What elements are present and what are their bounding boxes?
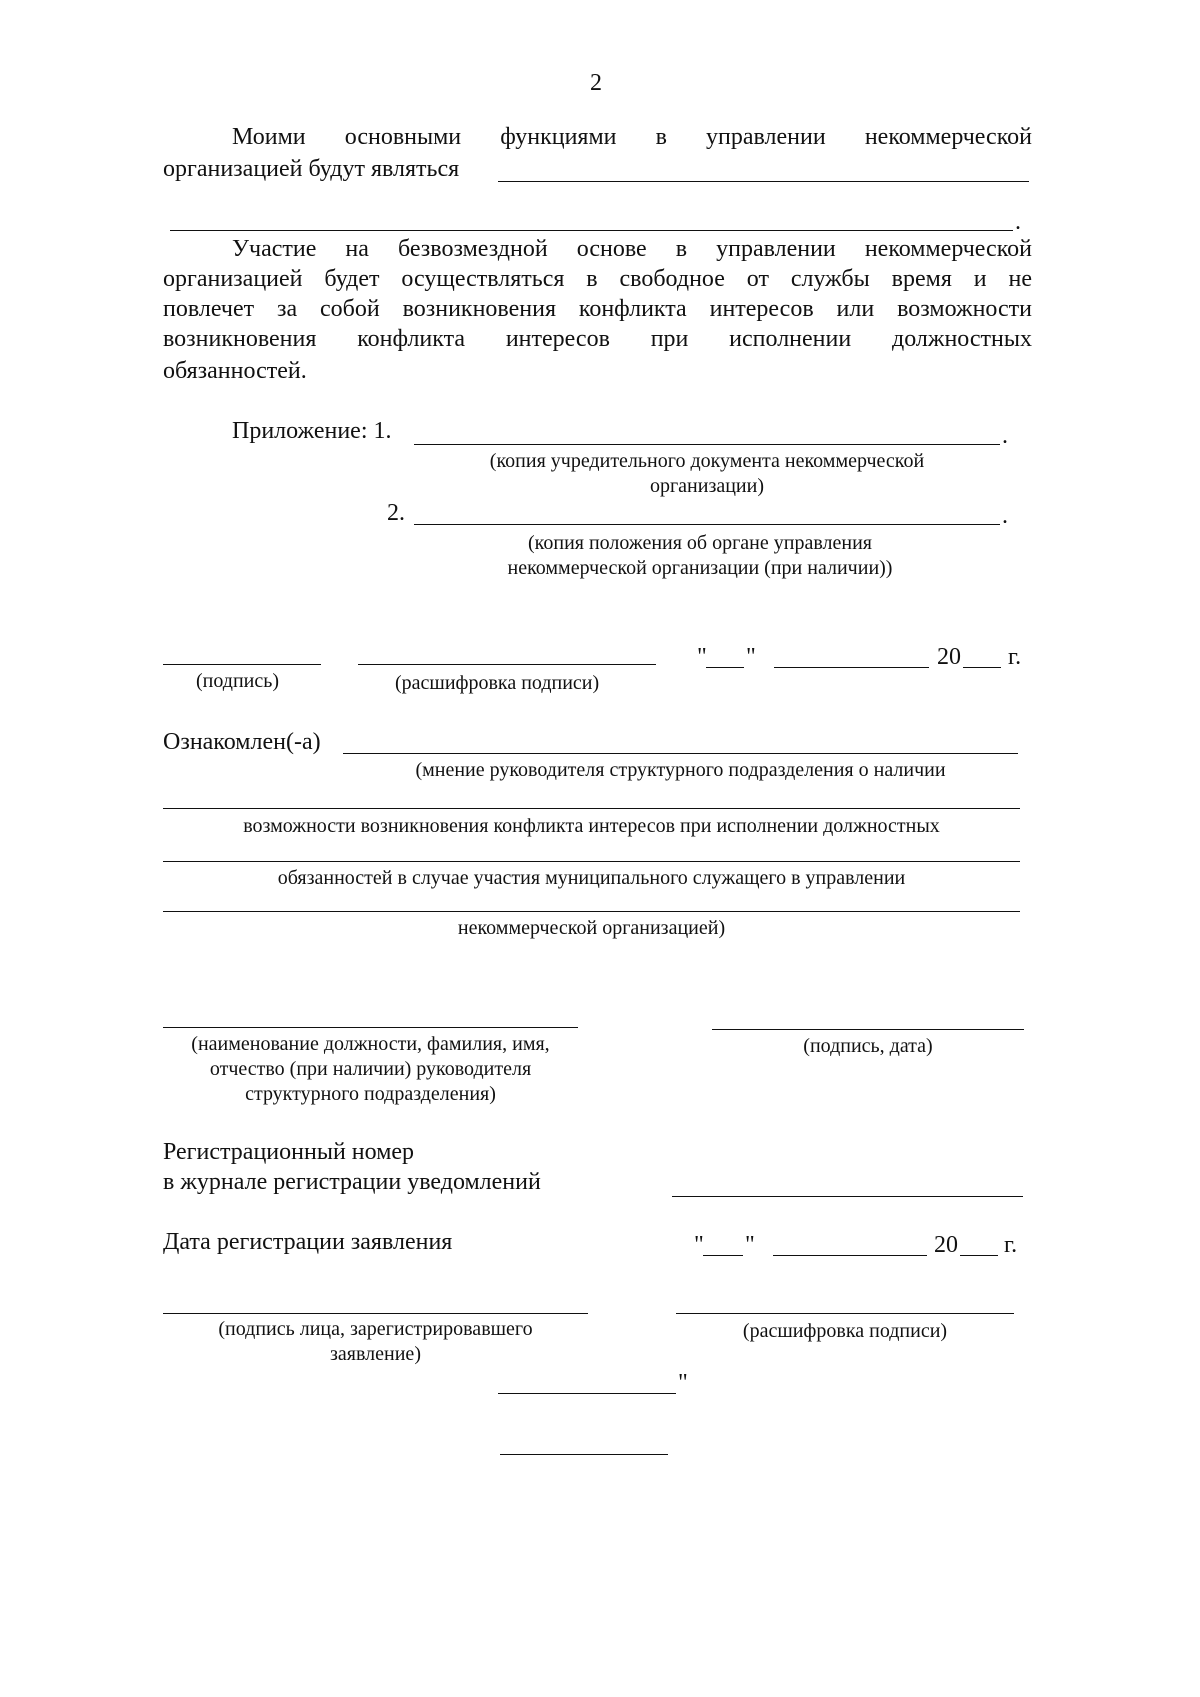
registration-number-line1: Регистрационный номер (163, 1139, 415, 1165)
closing-line-2 (500, 1454, 668, 1455)
acknowledged-label: Ознакомлен(-а) (163, 729, 321, 755)
date-year-prefix: 20 (937, 644, 961, 670)
registrar-signature-line (163, 1313, 588, 1314)
acknowledged-line-4 (163, 911, 1020, 912)
attachment-2-dot: . (1002, 503, 1008, 529)
attachment-1-caption-line2: организации) (649, 475, 765, 497)
head-position-caption-line1: (наименование должности, фамилия, имя, (191, 1033, 550, 1055)
participation-line2: организацией будет осуществляться в свободное от службы время и не (163, 266, 1032, 292)
head-position-line (163, 1027, 578, 1028)
acknowledged-line-3 (163, 861, 1020, 862)
signature-decoding-caption: (расшифровка подписи) (395, 672, 600, 694)
acknowledged-line-1 (343, 753, 1018, 754)
registrar-decoding-line (676, 1313, 1014, 1314)
attachment-1-blank (414, 444, 1000, 445)
functions-paragraph-line1: Моими основными функциями в управлении некоммерческой (232, 124, 1032, 150)
head-sign-date-line (712, 1029, 1024, 1030)
registrar-caption-line2: заявление) (330, 1343, 421, 1365)
closing-line-1 (498, 1393, 676, 1394)
participation-line1: Участие на безвозмездной основе в управлении некоммерческой (232, 236, 1032, 262)
closing-quote: " (678, 1370, 688, 1396)
functions-blank-line-2 (170, 230, 1013, 231)
attachment-2-caption-line1: (копия положения об органе управления (528, 532, 872, 554)
participation-line3: повлечет за собой возникновения конфликта интересов или возможности (163, 296, 1032, 322)
functions-blank-line-1 (498, 181, 1029, 182)
head-position-caption-line3: структурного подразделения) (245, 1083, 496, 1105)
page-number: 2 (590, 70, 602, 96)
registrar-caption-line1: (подпись лица, зарегистрировавшего (218, 1318, 533, 1340)
signature-line (163, 664, 321, 665)
head-sign-date-caption: (подпись, дата) (803, 1035, 933, 1057)
registration-number-line2: в журнале регистрации уведомлений (163, 1169, 541, 1195)
attachment-2-caption-line2: некоммерческой организации (при наличии)) (507, 557, 893, 579)
registration-quote-open: " (694, 1232, 704, 1258)
registrar-decoding-caption: (расшифровка подписи) (742, 1320, 948, 1342)
functions-paragraph-line2: организацией будут являться (163, 156, 460, 182)
attachment-1-dot: . (1002, 423, 1008, 449)
registration-month-line (773, 1255, 927, 1256)
attachment-1-caption-line1: (копия учредительного документа некоммерческой (489, 450, 925, 472)
acknowledged-caption-1: (мнение руководителя структурного подразделения о наличии (415, 759, 946, 781)
registration-quote-close: " (745, 1232, 755, 1258)
attachment-label: Приложение: 1. (232, 418, 392, 444)
participation-line4: возникновения конфликта интересов при исполнении должностных (163, 326, 1032, 352)
date-quote-close: " (746, 644, 756, 670)
registration-year-suffix: г. (1004, 1232, 1018, 1258)
date-quote-open: " (697, 644, 707, 670)
date-year-line (963, 667, 1001, 668)
attachment-2-number: 2. (387, 500, 405, 526)
acknowledged-line-2 (163, 808, 1020, 809)
head-position-caption-line2: отчество (при наличии) руководителя (209, 1058, 532, 1080)
registration-day-line (703, 1255, 743, 1256)
date-month-line (774, 667, 929, 668)
acknowledged-caption-4: некоммерческой организацией) (457, 917, 726, 939)
registration-year-line (960, 1255, 998, 1256)
signature-decoding-line (358, 664, 656, 665)
registration-number-blank (672, 1196, 1023, 1197)
registration-year-prefix: 20 (934, 1232, 958, 1258)
participation-line5: обязанностей. (163, 358, 307, 384)
registration-date-label: Дата регистрации заявления (163, 1229, 453, 1255)
acknowledged-caption-3: обязанностей в случае участия муниципального служащего в управлении (277, 867, 906, 889)
functions-end-dot: . (1015, 209, 1021, 235)
acknowledged-caption-2: возможности возникновения конфликта интересов при исполнении должностных (243, 815, 940, 837)
date-year-suffix: г. (1008, 644, 1022, 670)
signature-caption: (подпись) (196, 670, 280, 692)
attachment-2-blank (414, 524, 1000, 525)
date-day-line (706, 667, 744, 668)
